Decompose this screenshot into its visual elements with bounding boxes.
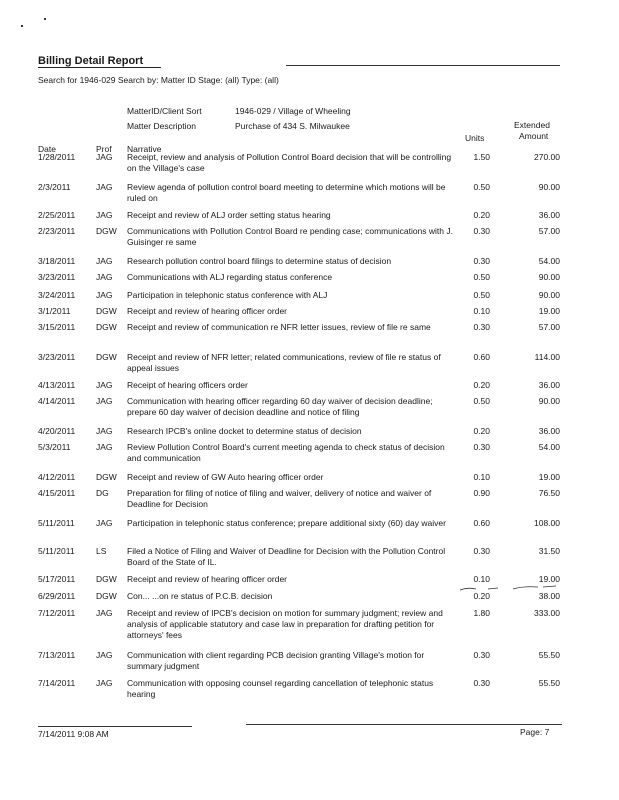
entry-units: 0.10 [473, 574, 490, 584]
entry-prof: DGW [96, 352, 117, 362]
entry-amount: 55.50 [538, 650, 560, 660]
entry-narrative: Communications with ALJ regarding status conference [127, 272, 333, 282]
entry-units: 0.20 [473, 380, 490, 390]
entry-prof: JAG [96, 152, 113, 162]
entry-amount: 90.00 [538, 182, 560, 192]
entry-units: 0.20 [473, 210, 490, 220]
entry-date: 7/12/2011 [38, 608, 76, 618]
header-rule [286, 65, 560, 66]
entry-narrative: Filed a Notice of Filing and Waiver of Deadline for Decision with the Pollution Control Board of the State of IL. [127, 546, 446, 567]
entry-narrative: Receipt, review and analysis of Pollution Control Board decision that will be controlling on the Village's case [127, 152, 452, 173]
entry-narrative: Receipt and review of GW Auto hearing officer order [127, 472, 324, 482]
entry-units: 0.20 [473, 591, 490, 601]
entry-units: 0.30 [473, 256, 490, 266]
entry-units: 0.30 [473, 226, 490, 236]
entry-prof: DG [96, 488, 109, 498]
entry-units: 1.80 [473, 608, 490, 618]
entry-prof: DGW [96, 306, 117, 316]
entry-units: 0.30 [473, 650, 490, 660]
entry-units: 0.60 [473, 518, 490, 528]
col-amount: Amount [519, 131, 549, 141]
entry-amount: 57.00 [538, 226, 560, 236]
entry-units: 0.90 [473, 488, 490, 498]
col-extended: Extended [514, 120, 550, 130]
entry-amount: 38.00 [538, 591, 560, 601]
entry-amount: 57.00 [538, 322, 560, 332]
entry-date: 3/23/2011 [38, 272, 76, 282]
entry-narrative: Review Pollution Control Board's current meeting agenda to check status of decision and communication [127, 442, 445, 463]
entry-narrative: Research IPCB's online docket to determine status of decision [127, 426, 362, 436]
entry-narrative: Con... ...on re status of P.C.B. decision [127, 591, 273, 601]
entry-date: 2/23/2011 [38, 226, 76, 236]
entry-narrative: Communications with Pollution Control Board re pending case; communications with J. Guisinger re same [127, 226, 453, 247]
entry-narrative: Receipt and review of ALJ order setting status hearing [127, 210, 331, 220]
entry-amount: 90.00 [538, 290, 560, 300]
entry-narrative: Receipt and review of hearing officer order [127, 306, 288, 316]
entry-narrative: Participation in telephonic status conference; prepare additional sixty (60) day waiver [127, 518, 446, 528]
footer-rule-right [246, 724, 562, 725]
entry-units: 0.10 [473, 472, 490, 482]
entry-narrative: Research pollution control board filings to determine status of decision [127, 256, 392, 266]
entry-amount: 90.00 [538, 396, 560, 406]
title-underline [38, 67, 161, 68]
entry-narrative: Communication with opposing counsel regarding cancellation of telephonic status hearing [127, 678, 434, 699]
entry-prof: JAG [96, 678, 113, 688]
entry-date: 4/14/2011 [38, 396, 76, 406]
search-criteria: Search for 1946-029 Search by: Matter ID Stage: (all) Type: (all) [38, 75, 279, 85]
entry-date: 5/17/2011 [38, 574, 76, 584]
entry-date: 3/15/2011 [38, 322, 76, 332]
entry-amount: 108.00 [534, 518, 560, 528]
entry-date: 5/11/2011 [38, 546, 75, 556]
entry-amount: 19.00 [538, 472, 560, 482]
entry-units: 0.30 [473, 322, 490, 332]
matter-desc-label: Matter Description [127, 121, 196, 131]
entry-units: 0.30 [473, 546, 490, 556]
footer-rule-left [38, 726, 192, 727]
entry-amount: 36.00 [538, 210, 560, 220]
entry-date: 1/28/2011 [38, 152, 76, 162]
entry-narrative: Receipt of hearing officers order [127, 380, 248, 390]
entry-amount: 31.50 [538, 546, 560, 556]
entry-prof: DGW [96, 472, 117, 482]
entry-date: 7/14/2011 [38, 678, 76, 688]
matter-desc-value: Purchase of 434 S. Milwaukee [235, 121, 350, 131]
entry-units: 0.30 [473, 442, 490, 452]
entry-prof: JAG [96, 608, 113, 618]
entry-prof: JAG [96, 256, 113, 266]
matter-sort-value: 1946-029 / Village of Wheeling [235, 106, 351, 116]
entry-prof: JAG [96, 396, 113, 406]
matter-sort-label: MatterID/Client Sort [127, 106, 202, 116]
entry-amount: 19.00 [538, 306, 560, 316]
print-timestamp: 7/14/2011 9:08 AM [38, 729, 109, 739]
entry-units: 0.10 [473, 306, 490, 316]
entry-amount: 36.00 [538, 380, 560, 390]
entry-narrative: Receipt and review of communication re NFR letter issues, review of file re same [127, 322, 431, 332]
entry-prof: DGW [96, 591, 117, 601]
entry-date: 5/11/2011 [38, 518, 75, 528]
entry-date: 3/24/2011 [38, 290, 76, 300]
entry-prof: DGW [96, 574, 117, 584]
entry-date: 7/13/2011 [38, 650, 76, 660]
entry-prof: DGW [96, 322, 117, 332]
entry-amount: 19.00 [538, 574, 560, 584]
entry-narrative: Receipt and review of hearing officer order [127, 574, 288, 584]
entry-narrative: Participation in telephonic status conference with ALJ [127, 290, 328, 300]
entry-date: 6/29/2011 [38, 591, 76, 601]
entry-units: 0.50 [473, 290, 490, 300]
entry-date: 3/23/2011 [38, 352, 76, 362]
entry-prof: JAG [96, 442, 113, 452]
entry-amount: 54.00 [538, 442, 560, 452]
entry-amount: 90.00 [538, 272, 560, 282]
entry-date: 5/3/2011 [38, 442, 71, 452]
entry-prof: DGW [96, 226, 117, 236]
entry-units: 0.50 [473, 272, 490, 282]
entry-narrative: Receipt and review of IPCB's decision on motion for summary judgment; review and analysis of applicable statutory and case law in preparation for drafting petition for attorneys' fees [127, 608, 443, 640]
entry-prof: JAG [96, 650, 113, 660]
page-number: Page: 7 [520, 727, 550, 737]
entry-units: 0.60 [473, 352, 490, 362]
entry-date: 4/20/2011 [38, 426, 76, 436]
col-units: Units [465, 133, 485, 143]
entry-amount: 333.00 [534, 608, 560, 618]
scan-mark [21, 25, 23, 27]
col-prof: Prof [96, 144, 112, 154]
entry-amount: 36.00 [538, 426, 560, 436]
entry-date: 4/12/2011 [38, 472, 76, 482]
entry-prof: JAG [96, 426, 113, 436]
entry-prof: JAG [96, 272, 113, 282]
entry-units: 1.50 [473, 152, 490, 162]
entry-date: 2/25/2011 [38, 210, 76, 220]
entry-date: 2/3/2011 [38, 182, 71, 192]
entry-amount: 270.00 [534, 152, 560, 162]
entry-narrative: Review agenda of pollution control board meeting to determine which motions will be ruled on [127, 182, 446, 203]
entry-units: 0.50 [473, 182, 490, 192]
entry-narrative: Preparation for filing of notice of filing and waiver, delivery of notice and waiver of Deadline for Decision [127, 488, 432, 509]
entry-amount: 114.00 [534, 352, 560, 362]
entry-units: 0.50 [473, 396, 490, 406]
scan-mark [44, 18, 46, 20]
col-narrative: Narrative [127, 144, 162, 154]
entry-date: 4/13/2011 [38, 380, 76, 390]
entry-narrative: Communication with hearing officer regarding 60 day waiver of decision deadline; prepare 60 day waiver of decision deadline and notice of filing [127, 396, 433, 417]
entry-date: 3/1/2011 [38, 306, 71, 316]
entry-prof: JAG [96, 380, 113, 390]
entry-prof: JAG [96, 518, 113, 528]
report-title: Billing Detail Report [38, 55, 144, 67]
entry-amount: 54.00 [538, 256, 560, 266]
entry-date: 4/15/2011 [38, 488, 76, 498]
entry-prof: JAG [96, 290, 113, 300]
col-date: Date [38, 144, 56, 154]
entry-prof: LS [96, 546, 107, 556]
entry-prof: JAG [96, 210, 113, 220]
entry-units: 0.30 [473, 678, 490, 688]
entry-narrative: Receipt and review of NFR letter; related communications, review of file re status of appeal issues [127, 352, 441, 373]
entry-narrative: Communication with client regarding PCB decision granting Village's motion for summary judgment [127, 650, 425, 671]
entry-amount: 55.50 [538, 678, 560, 688]
entry-units: 0.20 [473, 426, 490, 436]
entry-amount: 76.50 [538, 488, 560, 498]
entry-prof: JAG [96, 182, 113, 192]
handwritten-mark [458, 583, 558, 593]
entry-date: 3/18/2011 [38, 256, 76, 266]
